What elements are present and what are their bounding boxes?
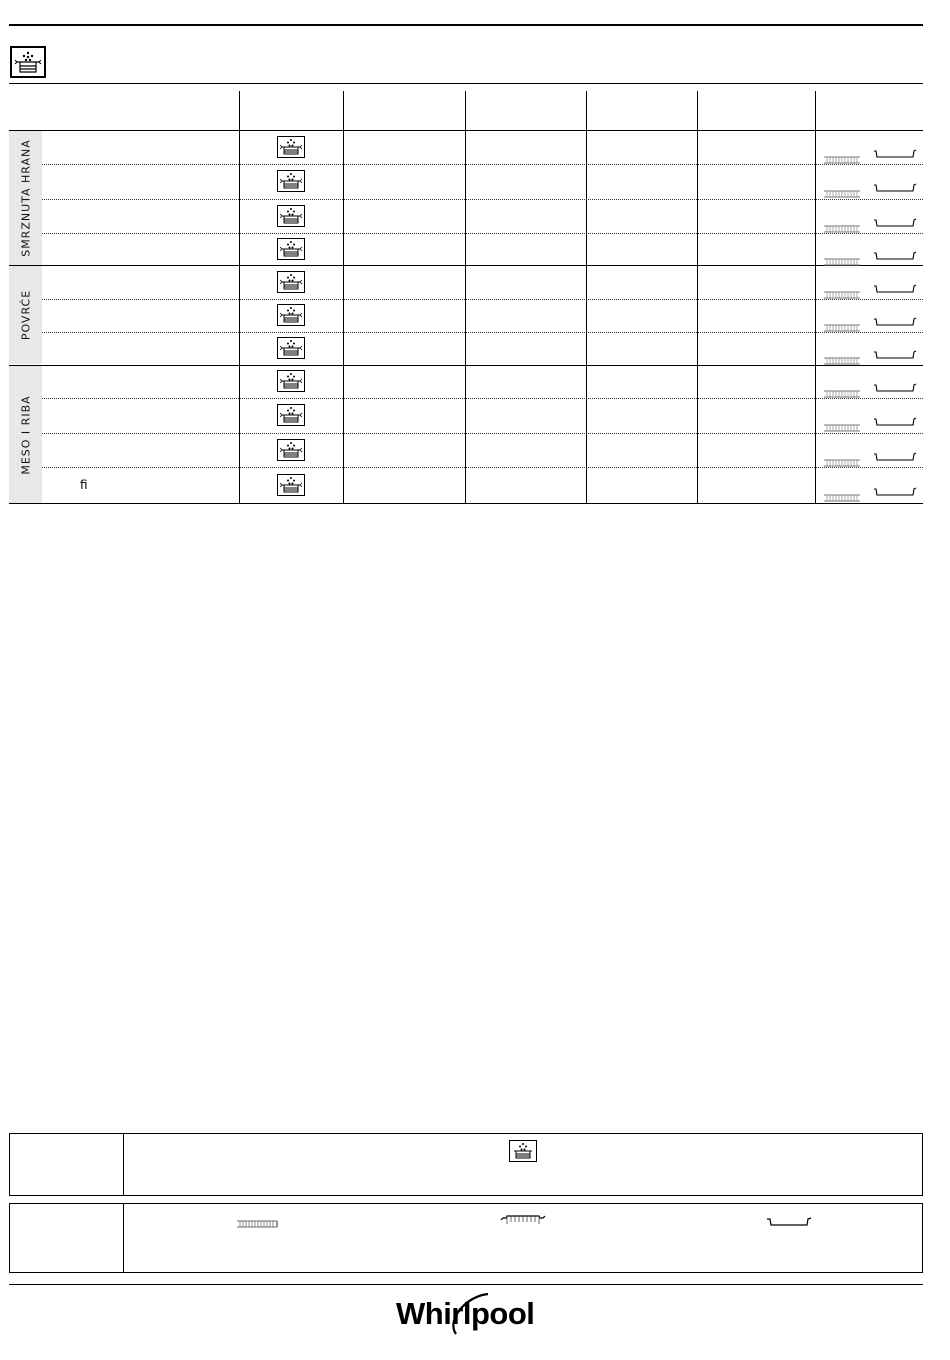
wire-shelf-icon — [823, 384, 861, 403]
table-top-rule — [9, 83, 923, 84]
row-rule — [42, 398, 923, 399]
col-sep — [815, 91, 816, 503]
col-sep — [343, 91, 344, 503]
wire-shelf-icon — [236, 1218, 278, 1230]
logo-swirl-icon — [436, 1290, 496, 1342]
drip-pan-icon — [873, 144, 917, 163]
brand-logo — [396, 1296, 534, 1332]
drip-pan-icon — [873, 312, 917, 331]
drip-pan-icon — [873, 412, 917, 431]
wire-shelf-icon — [823, 252, 861, 271]
col-sep — [697, 91, 698, 503]
legend-functions-box — [9, 1133, 923, 1196]
wire-shelf-icon — [823, 318, 861, 337]
section-rule — [9, 365, 923, 366]
drip-pan-icon — [873, 345, 917, 364]
row-rule — [42, 164, 923, 165]
legend-divider — [123, 1134, 124, 1195]
col-sep — [239, 91, 240, 503]
drip-pan-icon — [873, 279, 917, 298]
section-vegetables — [9, 266, 42, 364]
convection-bake-icon — [277, 439, 305, 461]
section-rule — [9, 265, 923, 266]
baking-tray-icon — [500, 1214, 546, 1228]
legend-accessories-box — [9, 1203, 923, 1273]
top-rule — [9, 24, 923, 26]
drip-pan-icon — [873, 213, 917, 232]
drip-pan-icon — [873, 246, 917, 265]
row-rule — [42, 332, 923, 333]
footer-rule — [9, 1284, 923, 1285]
section-meat-fish — [9, 366, 42, 503]
convection-bake-icon — [277, 170, 305, 192]
convection-bake-icon — [277, 205, 305, 227]
row-rule — [42, 467, 923, 468]
convection-bake-icon — [277, 370, 305, 392]
legend-convection-bake-icon — [509, 1140, 537, 1162]
convection-bake-icon — [277, 337, 305, 359]
col-sep — [465, 91, 466, 503]
row-rule — [42, 433, 923, 434]
row-rule — [42, 199, 923, 200]
drip-pan-icon — [873, 482, 917, 501]
section-label: POVRĆE — [19, 289, 32, 341]
wire-shelf-icon — [823, 285, 861, 304]
drip-pan-icon — [873, 447, 917, 466]
convection-bake-icon — [277, 304, 305, 326]
wire-shelf-icon — [823, 351, 861, 370]
dish-name: ﬁ — [80, 478, 88, 492]
row-rule — [42, 299, 923, 300]
table-bottom-rule — [9, 503, 923, 504]
header-convection-bake-icon — [10, 46, 46, 78]
row-rule — [42, 233, 923, 234]
legend-divider — [123, 1204, 124, 1272]
drip-pan-icon — [766, 1216, 812, 1228]
drip-pan-icon — [873, 378, 917, 397]
wire-shelf-icon — [823, 453, 861, 472]
section-frozen-food — [9, 131, 42, 265]
section-label: MESO I RIBA — [19, 394, 32, 475]
convection-bake-icon — [277, 404, 305, 426]
wire-shelf-icon — [823, 488, 861, 507]
convection-bake-icon — [277, 238, 305, 260]
table-header-rule — [9, 130, 923, 131]
logo-text: Whirlpool — [396, 1296, 535, 1331]
wire-shelf-icon — [823, 219, 861, 238]
section-label: SMRZNUTA HRANA — [19, 139, 32, 257]
convection-bake-icon — [277, 136, 305, 158]
drip-pan-icon — [873, 178, 917, 197]
wire-shelf-icon — [823, 150, 861, 169]
wire-shelf-icon — [823, 184, 861, 203]
wire-shelf-icon — [823, 418, 861, 437]
convection-bake-icon — [277, 474, 305, 496]
col-sep — [586, 91, 587, 503]
convection-bake-icon — [277, 271, 305, 293]
